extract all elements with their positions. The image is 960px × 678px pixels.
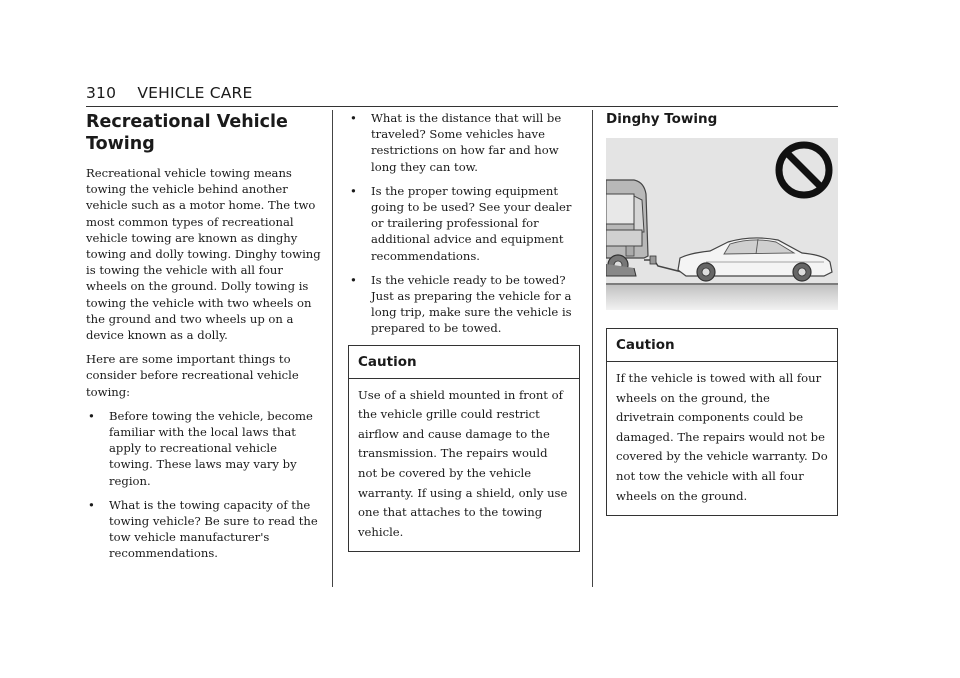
column-1 — [86, 110, 322, 570]
list-item-text: Before towing the vehicle, become familiar with the local laws that apply to recreational vehicle towing. These laws may vary by region. — [109, 408, 313, 488]
list-item — [348, 110, 580, 175]
page-number: 310 — [86, 84, 117, 102]
subsection-title: Dinghy Towing — [606, 111, 718, 127]
bullet-icon: • — [350, 183, 357, 198]
bullet-icon: • — [350, 272, 357, 287]
caution-box — [606, 328, 838, 516]
column-divider — [332, 110, 333, 587]
bullet-list — [348, 110, 580, 337]
caution-text: Use of a shield mounted in front of the vehicle grille could restrict airflow and cause damage to the transmission. The repairs would not be covered by the vehicle warranty. If using a shield, only use one that attaches to the towing vehicle. — [358, 387, 568, 539]
road-shading — [606, 283, 838, 310]
list-item — [86, 408, 322, 489]
section-title — [86, 111, 322, 155]
prohibited-dinghy-towing-illustration — [606, 138, 838, 310]
column-3 — [606, 110, 838, 516]
column-divider — [592, 110, 593, 587]
list-item — [348, 183, 580, 264]
caution-title: Caution — [349, 346, 579, 379]
section-name: VEHICLE CARE — [137, 84, 253, 102]
caution-box — [348, 345, 580, 553]
list-item-text: What is the distance that will be traveled? Some vehicles have restrictions on how far and how long they can tow. — [371, 111, 562, 174]
page-header — [86, 84, 838, 107]
bullet-list — [86, 408, 322, 562]
bullet-icon: • — [88, 408, 95, 423]
caution-text: If the vehicle is towed with all four wheels on the ground, the drivetrain components could be damaged. The repairs would not be covered by the vehicle warranty. Do not tow the vehicle with all four wheels on the ground. — [616, 371, 828, 503]
paragraph: Here are some important things to consider before recreational vehicle towing: — [86, 352, 299, 399]
list-item-text: What is the towing capacity of the towing vehicle? Be sure to read the tow vehicle manufacturer's recommendations. — [109, 497, 318, 561]
list-item-text: Is the proper towing equipment going to be used? See your dealer or trailering professional for additional advice and equipment recommendations. — [371, 183, 572, 263]
section-title-line-1: Recreational Vehicle — [86, 112, 288, 132]
list-item-text: Is the vehicle ready to be towed? Just as preparing the vehicle for a long trip, make sure the vehicle is prepared to be towed. — [371, 272, 572, 336]
list-item — [86, 497, 322, 562]
caution-title: Caution — [607, 329, 837, 362]
hitch-icon — [650, 256, 656, 264]
section-title-line-2: Towing — [86, 134, 155, 154]
column-2 — [348, 110, 580, 552]
paragraph: Recreational vehicle towing means towing the vehicle behind another vehicle such as a motor home. The two most common types of recreational vehicle towing are known as dinghy towing and dolly towing. Dinghy towing is towing the vehicle with all four wheels on the ground. Dolly towing is towing the vehicle with two wheels on the ground and two wheels up on a device known as a dolly. — [86, 166, 321, 343]
bullet-icon: • — [350, 111, 357, 125]
list-item — [348, 272, 580, 337]
bullet-icon: • — [88, 497, 95, 512]
